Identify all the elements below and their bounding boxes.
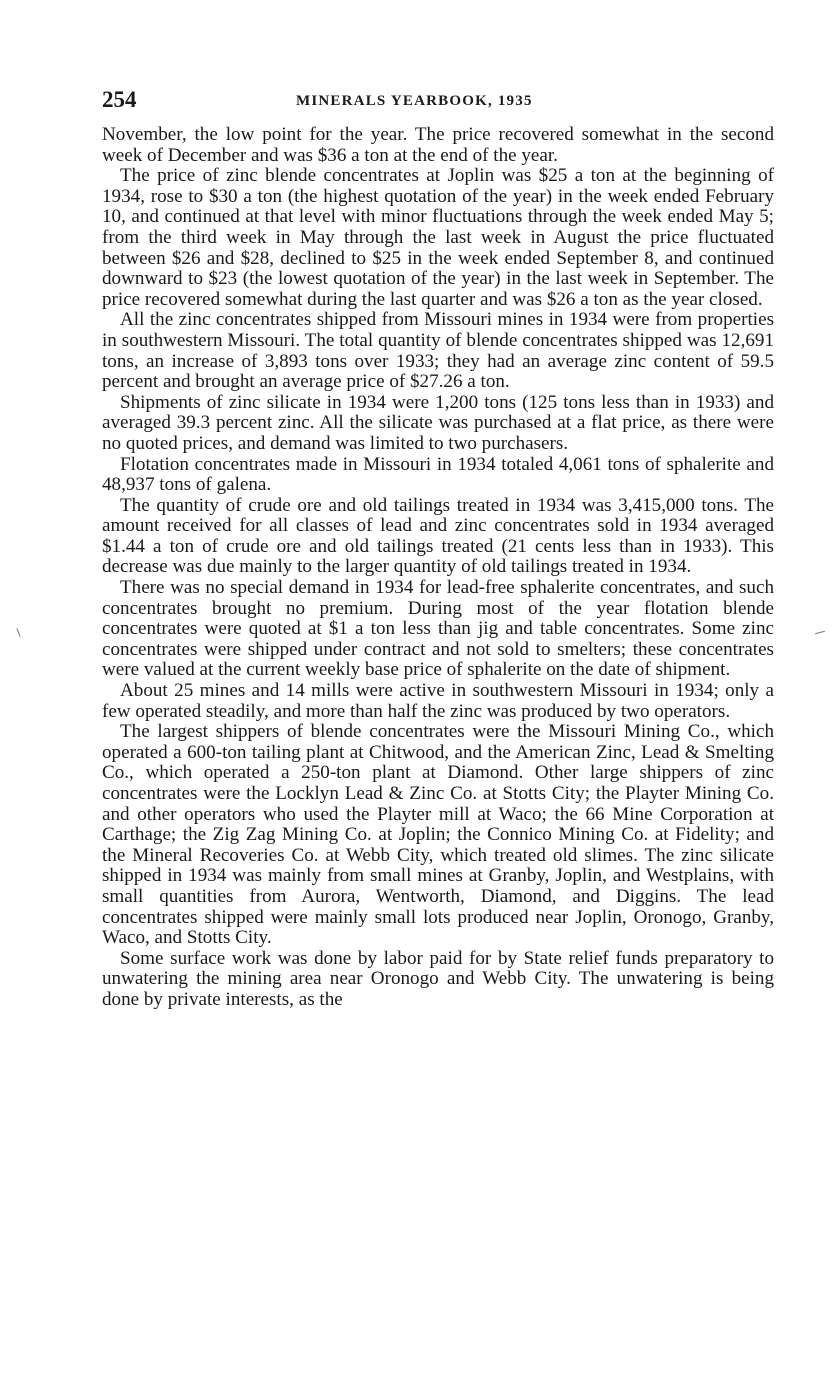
paragraph-largest-shippers: The largest shippers of blende concentrates were the Missouri Mining Co., which operated a 600-ton tailing plant at Chitwood, and the American Zinc, Lead & Smelting Co., which operated a 250-ton plant at Diamond. Other large shippers of zinc concentrates were the Locklyn Lead & Zinc Co. at Stotts City; the Playter Mining Co. and other operators who used the Playter mill at Waco; the 66 Mine Corporation at Carthage; the Zig Zag Mining Co. at Joplin; the Connico Mining Co. at Fidelity; and the Mineral Recoveries Co. at Webb City, which treated old slimes. The zinc silicate shipped in 1934 was mainly from small mines at Granby, Joplin, and Westplains, with small quantities from Aurora, Wentworth, Diamond, and Diggins. The lead concentrates shipped were mainly small lots produced near Joplin, Oronogo, Granby, Waco, and Stotts City. xyxy=(102,721,774,949)
paragraph-surface-work: Some surface work was done by labor paid for by State relief funds preparatory to unwatering the mining area near Oronogo and Webb City. The unwatering is being done by private interests, as the xyxy=(102,947,774,1010)
left-margin-mark xyxy=(16,628,20,637)
paragraph-shipments: All the zinc concentrates shipped from Missouri mines in 1934 were from properties in southwestern Missouri. The total quantity of blende concentrates shipped was 12,691 tons, an increase of 3,893 tons over 1933; they had an average zinc content of 59.5 percent and brought an average price of $27.26 a ton. xyxy=(102,309,774,393)
paragraph-mines-mills: About 25 mines and 14 mills were active in southwestern Missouri in 1934; only a few operated steadily, and more than half the zinc was produced by two operators. xyxy=(102,680,774,722)
paragraph-zinc-silicate: Shipments of zinc silicate in 1934 were 1,200 tons (125 tons less than in 1933) and averaged 39.3 percent zinc. All the silicate was purchased at a flat price, as there were no quoted prices, and demand was limited to two purchasers. xyxy=(102,391,774,454)
body-text xyxy=(102,125,774,1011)
paragraph-lead-free-demand: There was no special demand in 1934 for lead-free sphalerite concentrates, and such concentrates brought no premium. During most of the year flotation blende concentrates were quoted at $1 a ton less than jig and table concentrates. Some zinc concentrates were shipped under contract and not sold to smelters; these concentrates were valued at the current weekly base price of sphalerite on the date of shipment. xyxy=(102,577,774,681)
paragraph-flotation: Flotation concentrates made in Missouri in 1934 totaled 4,061 tons of sphalerite and 48,937 tons of galena. xyxy=(102,453,774,496)
right-margin-mark xyxy=(815,631,825,635)
running-title: MINERALS YEARBOOK, 1935 xyxy=(296,93,533,109)
paragraph-crude-ore: The quantity of crude ore and old tailings treated in 1934 was 3,415,000 tons. The amount received for all classes of lead and zinc concentrates sold in 1934 averaged $1.44 a ton of crude ore and old tailings treated (21 cents less than in 1933). This decrease was due mainly to the larger quantity of old tailings treated in 1934. xyxy=(102,494,774,578)
page-number: 254 xyxy=(102,87,137,112)
running-head xyxy=(102,86,774,114)
paragraph-joplin-prices: The price of zinc blende concentrates at Joplin was $25 a ton at the beginning of 1934, rose to $30 a ton (the highest quotation of the year) in the week ended February 10, and continued at that level with minor fluctuations through the week ended May 5; from the third week in May through the last week in August the price fluctuated between $26 and $28, declined to $25 in the week ended September 8, and continued downward to $23 (the lowest quotation of the year) in the last week in September. The price recovered somewhat during the last quarter and was $26 a ton as the year closed. xyxy=(102,165,774,310)
paragraph-continued: November, the low point for the year. The price recovered somewhat in the second week of December and was $36 a ton at the end of the year. xyxy=(102,124,774,166)
